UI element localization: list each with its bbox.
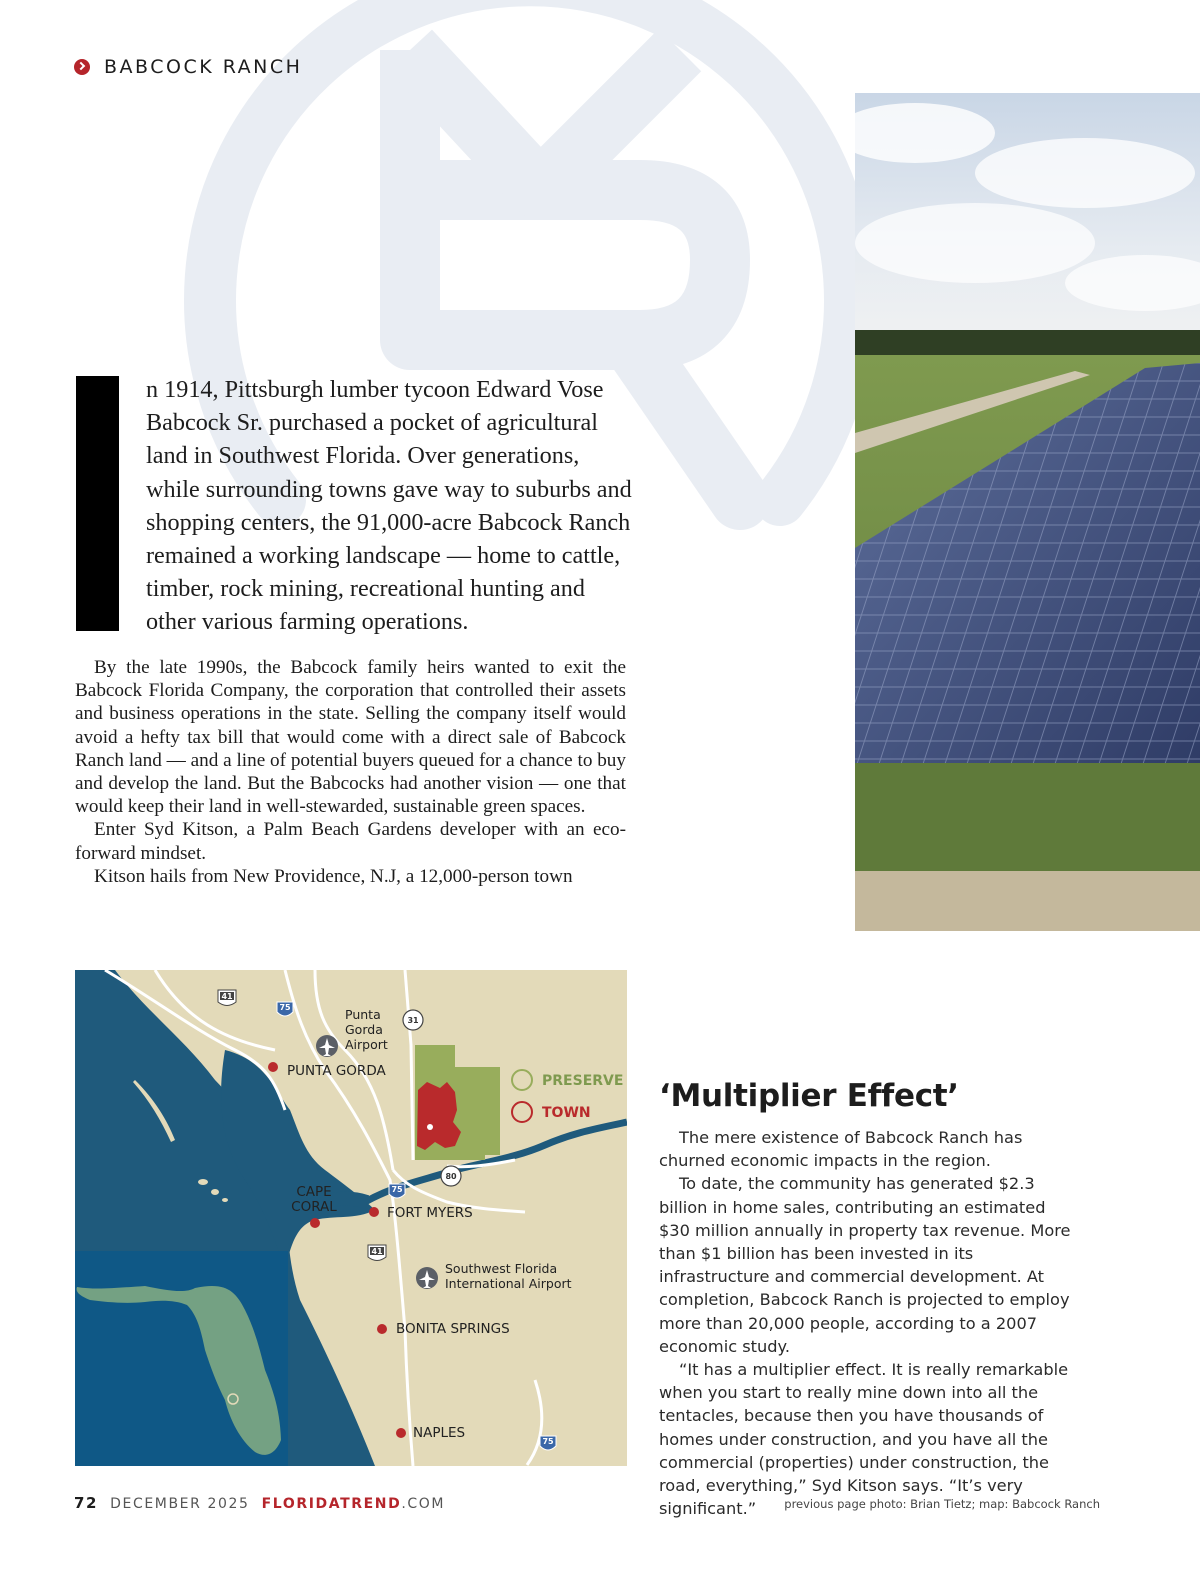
cape-coral-dot	[310, 1218, 320, 1228]
naples-dot	[396, 1428, 406, 1438]
sidebar-multiplier-effect	[659, 1076, 1079, 1520]
fort-myers-label: FORT MYERS	[387, 1205, 473, 1221]
naples-label: NAPLES	[413, 1425, 466, 1441]
bonita-springs-label: BONITA SPRINGS	[396, 1321, 510, 1337]
publication-domain: .COM	[401, 1496, 446, 1512]
svg-text:CORAL: CORAL	[291, 1199, 337, 1215]
sr-80-shield-label: 80	[445, 1172, 457, 1181]
legend-town: TOWN	[542, 1105, 591, 1121]
cape-coral-label: CAPE	[296, 1184, 332, 1200]
svg-text:International Airport: International Airport	[445, 1276, 572, 1291]
page-footer	[74, 1494, 445, 1512]
airport-icon	[316, 1035, 338, 1057]
svg-text:75: 75	[391, 1185, 403, 1194]
sidebar-paragraph: To date, the community has generated $2.3 billion in home sales, contributing an estimated $30 million annually in property tax revenue. More than $1 billion has been invested in its infrastructure and commercial development. At completion, Babcock Ranch is projected to employ more than 20,000 people, according to a 2007 economic study.	[659, 1174, 1071, 1356]
chevron-right-icon	[74, 59, 90, 75]
town-area	[417, 1082, 461, 1150]
section-label	[74, 56, 302, 78]
bonita-springs-dot	[377, 1324, 387, 1334]
solar-farm-photo	[855, 93, 1200, 931]
svg-text:Gorda: Gorda	[345, 1022, 383, 1037]
section-title: BABCOCK RANCH	[104, 56, 303, 78]
body-paragraph: Kitson hails from New Providence, N.J, a 12,000-person town	[94, 865, 573, 887]
body-paragraph: Enter Syd Kitson, a Palm Beach Gardens developer with an eco-forward mindset.	[75, 819, 626, 864]
swfl-airport-label: Southwest Florida	[445, 1261, 558, 1276]
page-number: 72	[74, 1494, 99, 1512]
airport-icon	[416, 1267, 438, 1289]
body-paragraph: By the late 1990s, the Babcock family heirs wanted to exit the Babcock Florida Company, the corporation that controlled their assets and business operations in the state. Selling the company itself would avoid a hefty tax bill that would come with a direct sale of Babcock Ranch land — and a line of potential buyers queued for a chance to buy and develop the land. But the Babcocks had another vision — one that would keep their land in well-stewarded, sustainable green spaces.	[75, 657, 626, 818]
sidebar-title: ‘Multiplier Effect’	[659, 1078, 959, 1114]
sr-31-shield-label: 31	[407, 1016, 419, 1025]
svg-text:Airport: Airport	[345, 1037, 388, 1052]
publication-name: FLORIDATREND	[261, 1496, 402, 1512]
punta-gorda-dot	[268, 1062, 278, 1072]
babcock-ranch-location-map	[75, 970, 627, 1466]
svg-text:41: 41	[371, 1247, 383, 1256]
fort-myers-dot	[369, 1207, 379, 1217]
sidebar-paragraph: “It has a multiplier effect. It is really remarkable when you start to really mine down into all the tentacles, because then you have thousands of homes under construction, and you have all the commercial (properties) under construction, the road, everything,” Syd Kitson says. “It’s very significant.”	[659, 1360, 1069, 1519]
article-lede: n 1914, Pittsburgh lumber tycoon Edward Vose Babcock Sr. purchased a pocket of agricultural land in Southwest Florida. Over generations, while surrounding towns gave way to suburbs and shopping centers, the 91,000-acre Babcock Ranch remained a working landscape — home to cattle, timber, rock mining, recreational hunting and other various farming operations.	[146, 376, 632, 636]
sidebar-paragraph: The mere existence of Babcock Ranch has churned economic impacts in the region.	[659, 1128, 1023, 1171]
us-41-shield-label: 41	[221, 992, 233, 1001]
punta-gorda-label: PUNTA GORDA	[287, 1063, 386, 1079]
drop-cap-letter-i	[76, 376, 119, 631]
article-body	[75, 656, 626, 888]
punta-gorda-airport-label: Punta	[345, 1007, 381, 1022]
svg-text:75: 75	[542, 1437, 554, 1446]
legend-preserve: PRESERVE	[542, 1073, 624, 1089]
photo-credits: previous page photo: Brian Tietz; map: Babcock Ranch	[784, 1497, 1100, 1511]
i-75-shield-label: 75	[279, 1003, 291, 1012]
issue-date: DECEMBER 2025	[110, 1496, 250, 1512]
